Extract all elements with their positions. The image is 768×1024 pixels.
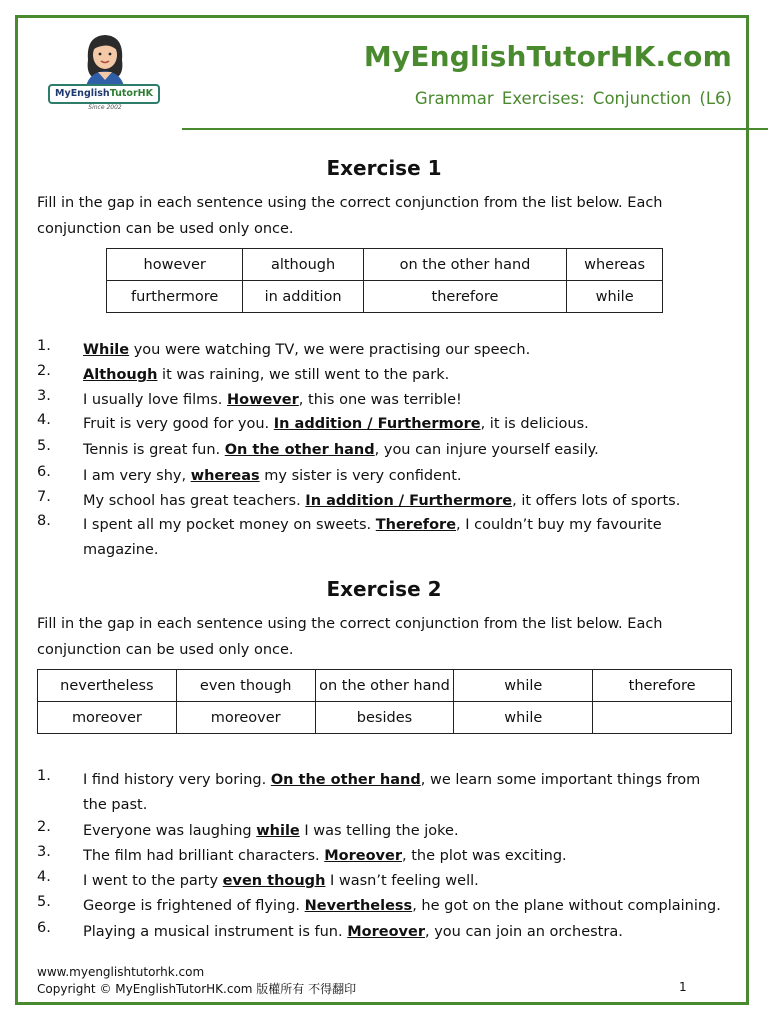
question-text-after: , we learn some important things from the past. bbox=[83, 772, 701, 813]
question-number: 3. bbox=[37, 844, 51, 860]
answer: Nevertheless bbox=[304, 898, 413, 914]
exercise-2-word-bank bbox=[37, 669, 732, 734]
answer: In addition / Furthermore bbox=[273, 416, 481, 432]
question-number: 6. bbox=[37, 464, 51, 480]
question-number: 6. bbox=[37, 920, 51, 936]
exercise-2-instruction: Fill in the gap in each sentence using the correct conjunction from the list below. Each conjunction can be used only once. bbox=[37, 616, 663, 658]
question-text-after: , it offers lots of sports. bbox=[512, 493, 681, 509]
question-number: 5. bbox=[37, 894, 51, 910]
question-number: 1. bbox=[37, 768, 51, 784]
question-text bbox=[83, 894, 723, 919]
question-text bbox=[83, 412, 723, 437]
question-text-before: Everyone was laughing bbox=[83, 823, 257, 839]
word-bank-cell: on the other hand bbox=[315, 670, 454, 702]
word-bank-cell: therefore bbox=[593, 670, 732, 702]
question-number: 5. bbox=[37, 438, 51, 454]
footer-copyright: Copyright © MyEnglishTutorHK.com 版權所有 不得翻印 bbox=[37, 982, 357, 996]
word-bank-cell: while bbox=[454, 670, 593, 702]
question-text-after: , I couldn’t buy my favourite magazine. bbox=[83, 517, 662, 558]
word-bank-cell: nevertheless bbox=[38, 670, 177, 702]
question-text bbox=[83, 513, 723, 563]
answer: Moreover bbox=[347, 924, 425, 940]
question-number: 1. bbox=[37, 338, 51, 354]
word-bank-cell: therefore bbox=[363, 281, 567, 313]
word-bank-cell: although bbox=[243, 249, 363, 281]
answer: In addition / Furthermore bbox=[305, 493, 513, 509]
question-text-after: I wasn’t feeling well. bbox=[325, 873, 479, 889]
question-text-after: you were watching TV, we were practising our speech. bbox=[129, 342, 531, 358]
word-bank-row bbox=[107, 281, 663, 313]
answer: While bbox=[83, 342, 130, 358]
question-number: 3. bbox=[37, 388, 51, 404]
question-text-before: I went to the party bbox=[83, 873, 223, 889]
answer: Therefore bbox=[375, 517, 457, 533]
question-text-after: my sister is very confident. bbox=[259, 468, 462, 484]
logo-text-b: TutorHK bbox=[109, 88, 153, 99]
header-divider bbox=[182, 128, 768, 130]
question-text bbox=[83, 869, 723, 894]
question-text-after: , he got on the plane without complaining. bbox=[412, 898, 721, 914]
question-text-after: I was telling the joke. bbox=[299, 823, 459, 839]
question-text bbox=[83, 819, 723, 844]
answer: Moreover bbox=[324, 848, 402, 864]
word-bank-cell: in addition bbox=[243, 281, 363, 313]
tutor-avatar-icon bbox=[46, 30, 164, 86]
question-text-after: , this one was terrible! bbox=[298, 392, 462, 408]
question-text-before: My school has great teachers. bbox=[83, 493, 306, 509]
question-text-after: , you can join an orchestra. bbox=[424, 924, 623, 940]
question-text bbox=[83, 464, 723, 489]
question-number: 8. bbox=[37, 513, 51, 529]
logo bbox=[46, 30, 164, 116]
question-text bbox=[83, 363, 723, 388]
question-text-before: I am very shy, bbox=[83, 468, 191, 484]
question-text-after: , it is delicious. bbox=[480, 416, 589, 432]
footer-url: www.myenglishtutorhk.com bbox=[37, 965, 205, 979]
question-text-after: it was raining, we still went to the park. bbox=[157, 367, 450, 383]
word-bank-cell: while bbox=[567, 281, 663, 313]
question-text-before: George is frightened of flying. bbox=[83, 898, 305, 914]
word-bank-cell: moreover bbox=[38, 702, 177, 734]
question-text-before: I spent all my pocket money on sweets. bbox=[83, 517, 376, 533]
question-text bbox=[83, 388, 723, 413]
question-text bbox=[83, 338, 723, 363]
word-bank-cell: furthermore bbox=[107, 281, 243, 313]
exercise-2-title: Exercise 2 bbox=[326, 577, 442, 601]
question-text-before: I usually love films. bbox=[83, 392, 228, 408]
word-bank-cell: however bbox=[107, 249, 243, 281]
question-number: 4. bbox=[37, 869, 51, 885]
question-text-before: I find history very boring. bbox=[83, 772, 271, 788]
word-bank-cell: besides bbox=[315, 702, 454, 734]
exercise-1-instruction: Fill in the gap in each sentence using the correct conjunction from the list below. Each conjunction can be used only once. bbox=[37, 195, 663, 237]
question-text-after: , the plot was exciting. bbox=[402, 848, 567, 864]
question-number: 7. bbox=[37, 489, 51, 505]
word-bank-cell bbox=[593, 702, 732, 734]
question-text bbox=[83, 489, 723, 514]
logo-since: Since 2002 bbox=[88, 104, 122, 111]
question-text-before: Fruit is very good for you. bbox=[83, 416, 274, 432]
question-text bbox=[83, 438, 723, 463]
question-text bbox=[83, 920, 723, 945]
question-number: 2. bbox=[37, 363, 51, 379]
worksheet-subtitle: Grammar Exercises: Conjunction (L6) bbox=[414, 89, 732, 108]
answer: On the other hand bbox=[224, 442, 375, 458]
question-text bbox=[83, 844, 723, 869]
logo-badge bbox=[48, 84, 160, 104]
logo-text-a: MyEnglish bbox=[55, 88, 110, 99]
word-bank-cell: on the other hand bbox=[363, 249, 567, 281]
answer: Although bbox=[83, 367, 158, 383]
word-bank-cell: whereas bbox=[567, 249, 663, 281]
question-text bbox=[83, 768, 723, 818]
question-text-before: Playing a musical instrument is fun. bbox=[83, 924, 348, 940]
answer: However bbox=[227, 392, 299, 408]
question-number: 4. bbox=[37, 412, 51, 428]
word-bank-row bbox=[38, 670, 732, 702]
answer: even though bbox=[222, 873, 326, 889]
answer: whereas bbox=[190, 468, 260, 484]
question-text-after: , you can injure yourself easily. bbox=[374, 442, 599, 458]
answer: while bbox=[256, 823, 300, 839]
word-bank-cell: moreover bbox=[176, 702, 315, 734]
exercise-1-word-bank bbox=[106, 248, 663, 313]
answer: On the other hand bbox=[270, 772, 421, 788]
page-number: 1 bbox=[679, 980, 687, 994]
word-bank-row bbox=[38, 702, 732, 734]
word-bank-cell: even though bbox=[176, 670, 315, 702]
exercise-1-title: Exercise 1 bbox=[326, 156, 442, 180]
word-bank-row bbox=[107, 249, 663, 281]
question-text-before: Tennis is great fun. bbox=[83, 442, 225, 458]
word-bank-cell: while bbox=[454, 702, 593, 734]
site-title: MyEnglishTutorHK.com bbox=[363, 40, 732, 73]
question-text-before: The film had brilliant characters. bbox=[83, 848, 325, 864]
question-number: 2. bbox=[37, 819, 51, 835]
